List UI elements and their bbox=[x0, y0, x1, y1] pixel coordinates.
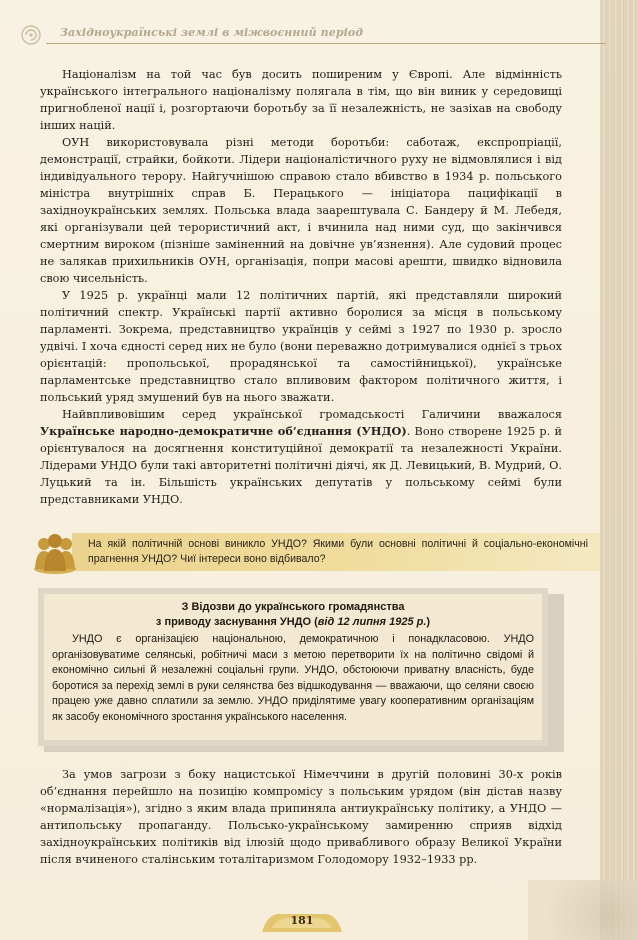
undo-text-before: Найвпливовішим серед української громадськості Галичини вважалося bbox=[62, 408, 562, 421]
paragraph-undo bbox=[40, 406, 562, 508]
question-box bbox=[40, 529, 600, 577]
source-document-panel bbox=[38, 588, 548, 746]
spiral-ornament-icon bbox=[20, 24, 42, 46]
paragraph-nationalism: Націоналізм на той час був досить поширеним у Європі. Але відмінність українського інтегрального націоналізму полягала в тім, що він виник у середовищі пригнобленої нації і, розгортаючи боротьбу за її незалежність, не зазіхав на свободу інших націй. bbox=[40, 68, 562, 132]
source-title-prefix: з приводу заснування УНДО ( bbox=[155, 616, 318, 628]
page-number: 181 bbox=[290, 914, 314, 927]
running-header-title: Західноукраїнські землі в міжвоєнний період bbox=[60, 26, 364, 39]
question-text: На якій політичній основі виникло УНДО? Якими були основні політичні й соціально-економічні прагнення УНДО? Чиї інтереси воно відбивало? bbox=[88, 538, 588, 565]
people-group-icon bbox=[32, 529, 78, 575]
paragraph-parties: У 1925 р. українці мали 12 політичних партій, які представляли широкий політичний спектр. Українські партії активно боролися за місця в польському парламенті. Зокрема, представництво українців у сеймі з 1927 по 1930 р. зросло удвічі. І хоча єдності серед них не було (вони переважно дотримувалися однієї з трьох орієнтацій: пропольської, прорадянської та самостійницької), українське парламентське представництво стало впливовим фактором політичного життя, і польський уряд змушений був на нього зважати. bbox=[40, 289, 562, 404]
paragraph-oun-methods: ОУН використовувала різні методи боротьби: саботаж, експропріації, демонстрації, страйки, бойкоти. Лідери націоналістичного руху не відмовлялися і від індивідуального терору. Найгучнішою справою стало вбивство в 1934 р. польського міністра внутрішніх справ Б. Перацького — ініціатора пацифікації в західноукраїнських землях. Польська влада заарештувала С. Бандеру й М. Лебедя, які організували цей терористичний акт, і вчинила над ними суд, що закінчився смертним вироком (пізніше заміненний на довічне ув’язнення). Але судовий процес не залякав прихильників ОУН, організація, попри масові арешти, швидко відновила свою чисельність. bbox=[40, 136, 562, 285]
source-title-line2 bbox=[54, 615, 532, 630]
source-title-date: від 12 липня 1925 р. bbox=[317, 616, 427, 628]
decorative-corner-texture bbox=[528, 880, 638, 940]
undo-text-after: . Воно створене 1925 р. й орієнтувалося на досягнення конституційної демократії та незалежності України. Лідерами УНДО були такі авторитетні політичні діячі, як Д. Левицький, В. Мудрий, О. Луцький та ін. Більшість українських депутатів у польському сеймі були представниками УНДО. bbox=[40, 425, 563, 506]
undo-bold-term: Українське народно-демократичне об’єднання (УНДО) bbox=[40, 424, 407, 438]
header-rule bbox=[46, 43, 606, 44]
decorative-side-strip bbox=[600, 0, 638, 940]
page-number-badge bbox=[258, 904, 346, 936]
closing-text bbox=[40, 766, 562, 868]
source-document-title bbox=[54, 600, 532, 630]
main-text bbox=[40, 66, 562, 508]
paragraph-normalization: За умов загрози з боку нацистської Німеччини в другій половині 30-х років об’єднання перейшло на позицію компромісу з польським урядом (він дістав назву «нормалізація»), згідно з яким влада припиняла антиукраїнську політику, а УНДО — антипольську пропаганду. Польсько-українському замиренню сприяв відхід західноукраїнських політиків від ілюзій щодо привабливого образу Великої України після вчиненого сталінським тоталітаризмом Голодомору 1932–1933 рр. bbox=[40, 768, 562, 866]
source-document-box bbox=[38, 588, 558, 746]
running-header bbox=[20, 22, 600, 50]
source-document-text: УНДО є організацією національною, демократичною і понадкласовою. УНДО організовуватиме селянські, робітничі маси з метою перетворити їх на політично свідомі й економічно сильні й незалежні соціальні групи. УНДО, обстоюючи приватну власність, буде боротися за перехід землі в руки селянства без відшкодування — вважаючи, що селяни своєю працею уже давно сплатили за землю. УНДО приділятиме увагу кооперативним організаціям як засобу економічного зростання українського населення. bbox=[52, 633, 534, 723]
source-title-suffix: ) bbox=[426, 616, 431, 628]
source-title-line1: З Відозви до українського громадянства bbox=[181, 601, 405, 613]
